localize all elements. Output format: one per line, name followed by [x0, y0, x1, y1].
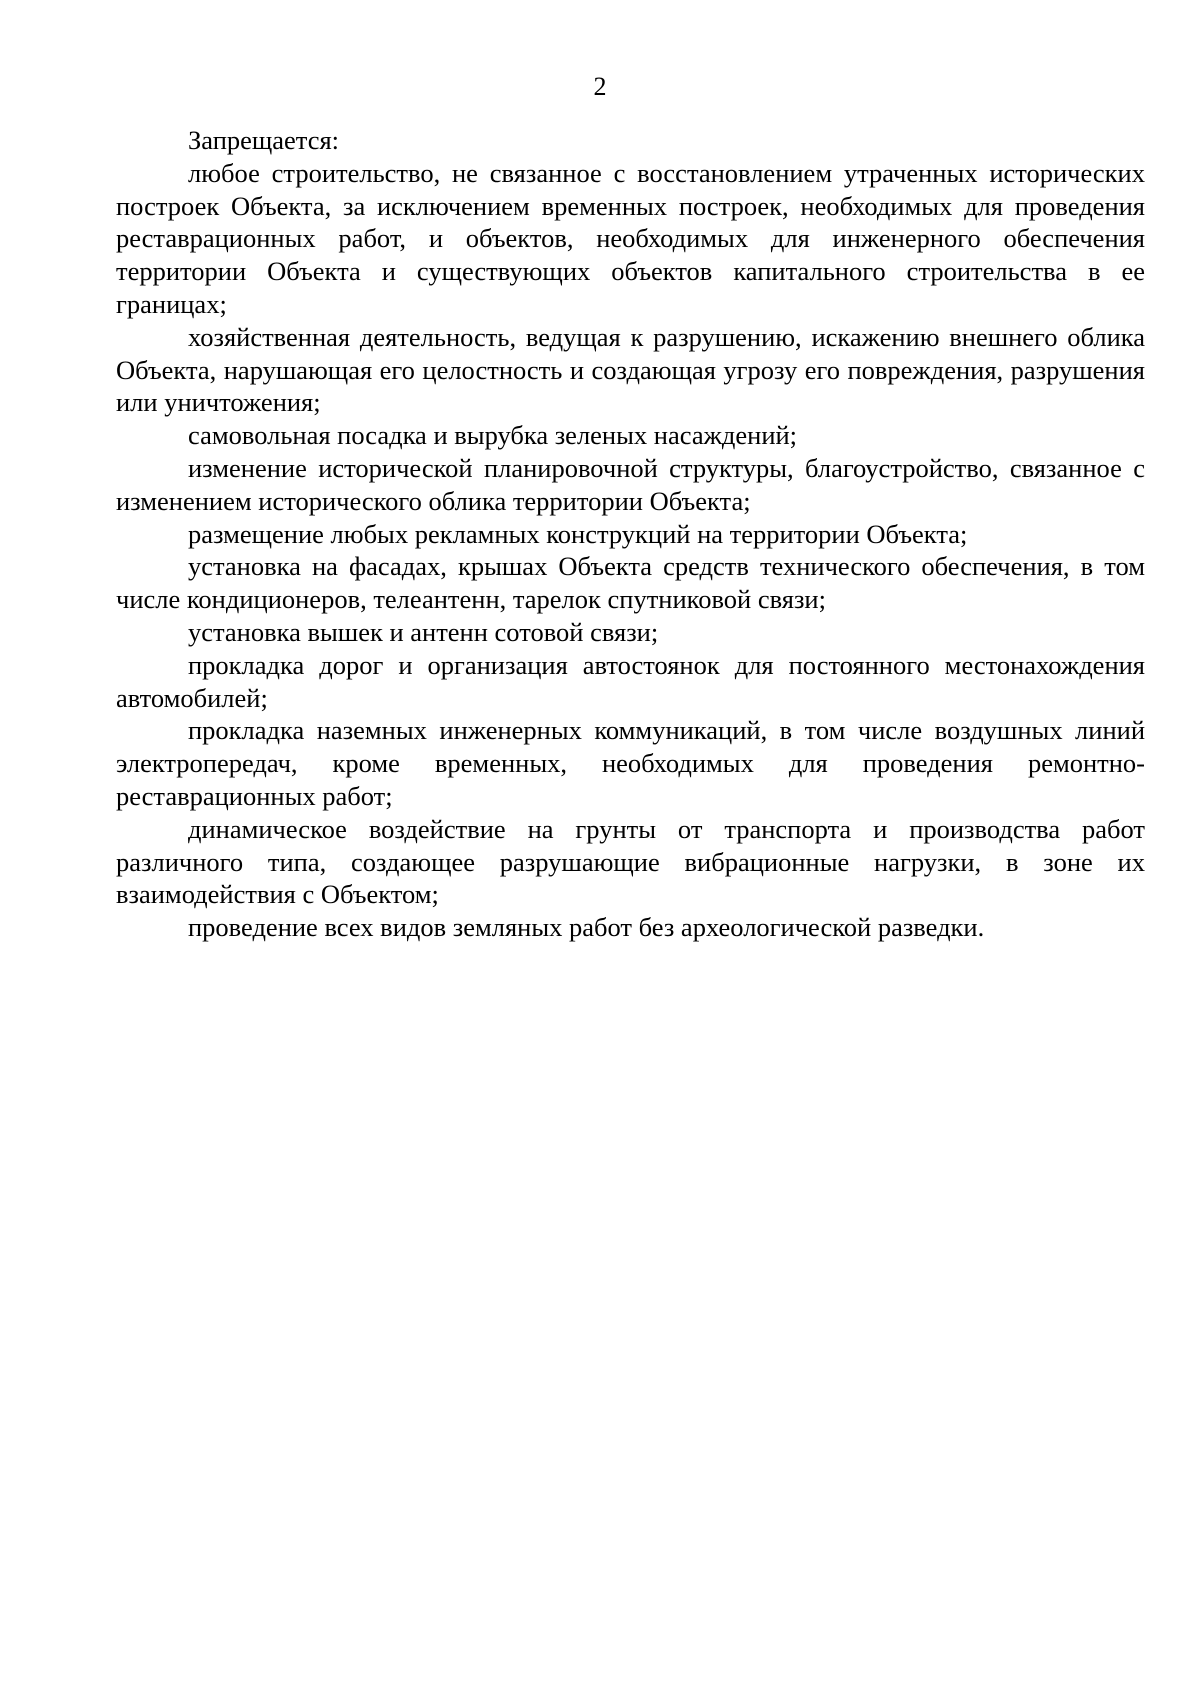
document-body: [116, 124, 1145, 944]
prohibition-item-10: динамическое воздействие на грунты от транспорта и производства работ различного типа, создающее разрушающие вибрационные нагрузки, в зоне их взаимодействия с Объектом;: [116, 813, 1145, 910]
section-heading: Запрещается:: [188, 125, 340, 155]
page-number: 2: [593, 72, 607, 101]
prohibition-item-4: изменение исторической планировочной структуры, благоустройство, связанное с изменением исторического облика территории Объекта;: [116, 452, 1145, 516]
prohibition-item-8: прокладка дорог и организация автостоянок для постоянного местонахождения автомобилей;: [116, 649, 1145, 713]
prohibition-item-7: установка вышек и антенн сотовой связи;: [188, 616, 659, 647]
prohibition-item-1: любое строительство, не связанное с восстановлением утраченных исторических построек Объекта, за исключением временных построек, необходимых для проведения реставрационных работ, и объектов, необходимых для инженерного обеспечения территории Объекта и существующих объектов капитального строительства в ее границах;: [116, 157, 1145, 319]
prohibition-item-6: установка на фасадах, крышах Объекта средств технического обеспечения, в том числе кондиционеров, телеантенн, тарелок спутниковой связи;: [116, 551, 1145, 615]
prohibition-item-5: размещение любых рекламных конструкций на территории Объекта;: [188, 518, 968, 549]
prohibition-item-11: проведение всех видов земляных работ без археологической разведки.: [188, 912, 985, 943]
prohibition-item-9: прокладка наземных инженерных коммуникаций, в том числе воздушных линий электропередач, кроме временных, необходимых для проведения ремонтно-реставрационных работ;: [116, 715, 1145, 811]
prohibition-item-2: хозяйственная деятельность, ведущая к разрушению, искажению внешнего облика Объекта, нарушающая его целостность и создающая угрозу его повреждения, разрушения или уничтожения;: [116, 321, 1145, 418]
prohibition-item-3: самовольная посадка и вырубка зеленых насаждений;: [188, 420, 798, 451]
